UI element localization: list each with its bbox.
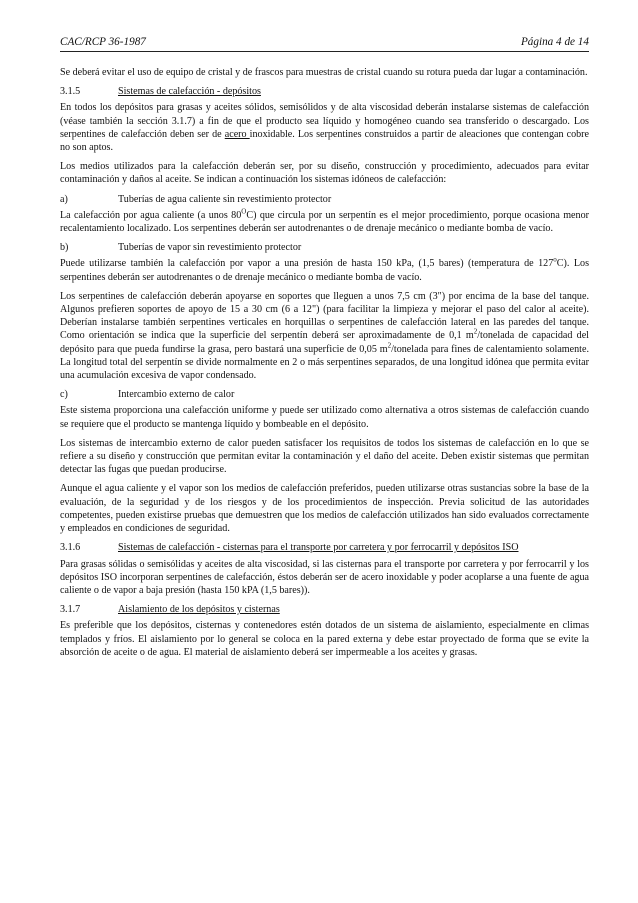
text-run: Puede utilizarse también la calefacción por vapor a una presión de hasta 150 kPa, (1,5 bares) (temperatura de 127 bbox=[60, 258, 554, 270]
subsection-letter: c) bbox=[60, 389, 68, 401]
superscript: 2 bbox=[387, 341, 392, 350]
text-run: C) que circula por un serpentín es el mejor procedimiento, porque ocasiona menor recalentamiento localizado. Los serpentines deberán ser autodrenantes o de drenaje mecánico o mediante bomba de vacío. bbox=[60, 209, 589, 235]
document-code: CAC/RCP 36-1987 bbox=[60, 36, 146, 48]
acero-underlined: acero bbox=[224, 128, 250, 140]
text-run: C). Los serpentines deberán ser autodrenantes o de drenaje mecánico o mediante bomba de vacío. bbox=[60, 258, 590, 283]
section-3-1-6-paragraph: Para grasas sólidas o semisólidas y aceites de alta viscosidad, si las cisternas para el transporte por carretera y por ferrocarril y los depósitos ISO incorporan serpentines de calefacción, éstos deberán ser de acero inoxidable y poder acoplarse a una fuente de agua caliente o de vapor a baja presión (hasta 150 kPA (1,5 bares)). bbox=[60, 558, 589, 596]
subsection-c-paragraph-3: Aunque el agua caliente y el vapor son los medios de calefacción preferidos, pueden utilizarse otras sustancias sobre la base de la evaluación, de la seguridad y de los riesgos y de los procedimientos de inspección. Previa solicitud de las autoridades competentes, pueden existirse pruebas que demuestren que los medios de calefacción utilizados han sido evaluados correctamente y empleados en condiciones de seguridad. bbox=[60, 483, 589, 535]
document-page bbox=[60, 36, 589, 665]
section-3-1-7-heading bbox=[60, 603, 589, 616]
subsection-c-paragraph-2: Los sistemas de intercambio externo de calor pueden satisfacer los requisitos de todos los sistemas de calefacción en lo que se refiere a su diseño y construcción que permitan evitar la contaminación y el daño del aceite. Deben existir sistemas que permitan detectar las fugas que puedan producirse. bbox=[60, 437, 589, 476]
text-run: Los serpentines de calefacción deberán apoyarse en soportes que lleguen a unos 7,5 cm (3") por encima de la base del tanque. Algunos prefieren soportes de apoyo de 15 a 30 cm (6 a 12") (para facilitar la limpieza y mejorar el paso del calor al aceite). Deberían instalarse también serpentines verticales en horquillas o serpentines de calefacción lateral en las paredes del tanque. Como orientación se indica que la superficie del serpentín deberá ser aproximadamente de 0,1 m bbox=[60, 290, 589, 342]
subsection-b-paragraph-1 bbox=[60, 257, 589, 283]
subsection-c-paragraph-1: Este sistema proporciona una calefacción uniforme y puede ser utilizado como alternativa a otros sistemas de calefacción cuando se requiere que el producto se mantenga líquido y bombeable en el depósito. bbox=[60, 405, 589, 430]
section-title: Sistemas de calefacción - cisternas para el transporte por carretera y por ferrocarril y depósitos ISO bbox=[118, 542, 519, 554]
subsection-letter: b) bbox=[60, 242, 69, 254]
subsection-b-heading bbox=[60, 241, 589, 254]
subsection-title: Tuberías de agua caliente sin revestimiento protector bbox=[118, 193, 332, 205]
subsection-title: Intercambio externo de calor bbox=[118, 389, 235, 401]
section-3-1-7-paragraph: Es preferible que los depósitos, cisternas y contenedores estén dotados de un sistema de aislamiento, especialmente en climas templados y fríos. El aislamiento por lo general se coloca en la pared externa y debe estar proyectado de forma que se evite la absorción de aceite o de agua. El material de aislamiento deberá ser impermeable a los aceites y grasas. bbox=[60, 620, 589, 658]
section-3-1-5-paragraph-2: Los medios utilizados para la calefacción deberán ser, por su diseño, construcción y procedimiento, adecuados para evitar contaminación y daños al aceite. Se indican a continuación los sistemas idóneos de calefacción: bbox=[60, 161, 589, 186]
intro-paragraph: Se deberá evitar el uso de equipo de cristal y de frascos para muestras de cristal cuando su rotura pueda dar lugar a contaminación. bbox=[60, 67, 588, 78]
page-number: Página 4 de 14 bbox=[520, 36, 589, 48]
section-number: 3.1.5 bbox=[60, 86, 81, 98]
subsection-c-heading bbox=[60, 388, 589, 401]
text-run: /tonelada de capacidad del depósito para que pueda fundirse la grasa, pero bastará una superficie de 0,05 m bbox=[60, 330, 589, 355]
section-title: Sistemas de calefacción - depósitos bbox=[118, 86, 261, 98]
text-run: /tonelada para fines de calentamiento solamente. La longitud total del serpentín se divide normalmente en 2 o más serpentines separados, de una longitud idónea que permita evitar una acumulación excesiva de vapor condensado. bbox=[60, 343, 589, 382]
subsection-letter: a) bbox=[60, 193, 68, 205]
subsection-b-paragraph-2 bbox=[60, 290, 589, 382]
superscript: o bbox=[553, 256, 557, 265]
section-number: 3.1.7 bbox=[60, 604, 81, 616]
text-run: inoxidable. Los serpentines construidos a partir de aleaciones que contengan cobre no son aptos. bbox=[60, 128, 590, 154]
section-3-1-5-heading bbox=[60, 85, 589, 98]
section-3-1-6-heading bbox=[60, 541, 589, 554]
section-title: Aislamiento de los depósitos y cisternas bbox=[118, 604, 280, 616]
subsection-title: Tuberías de vapor sin revestimiento protector bbox=[118, 242, 302, 254]
page-header bbox=[60, 36, 589, 52]
superscript: O bbox=[241, 207, 247, 216]
text-run: En todos los depósitos para grasas y aceites sólidos, semisólidos y de alta viscosidad deberán instalarse sistemas de calefacción (véase también la sección 3.1.7) a fin de que el producto sea líquido y homogéneo cuando sea transferido o descargado. Los serpentines de calefacción deben ser de bbox=[60, 102, 589, 140]
superscript: 2 bbox=[473, 328, 478, 337]
text-run: La calefacción por agua caliente (a unos 80 bbox=[60, 209, 242, 221]
subsection-a-heading bbox=[60, 193, 589, 206]
section-number: 3.1.6 bbox=[60, 542, 81, 554]
section-3-1-5-paragraph-1 bbox=[60, 101, 589, 154]
subsection-a-paragraph bbox=[60, 209, 589, 235]
